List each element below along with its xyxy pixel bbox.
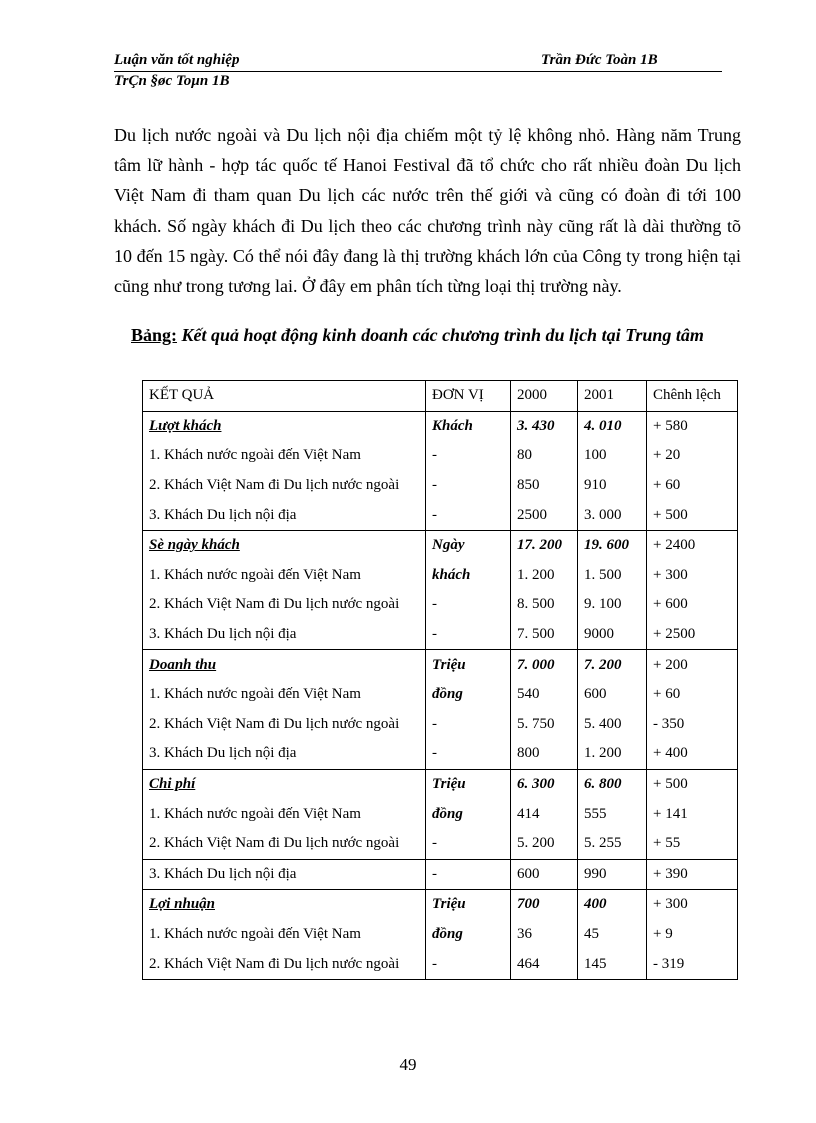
row-label: 3. Khách Du lịch nội địa (143, 739, 426, 769)
row-2001: 5. 255 (578, 829, 647, 859)
table-header-row (143, 381, 738, 412)
row-unit: - (426, 859, 511, 890)
row-2000: 80 (511, 441, 578, 471)
group-2001: 400 (578, 890, 647, 920)
row-label: 3. Khách Du lịch nội địa (143, 500, 426, 530)
row-2000: 8. 500 (511, 590, 578, 620)
row-2001: 145 (578, 949, 647, 979)
row-2000: 5. 750 (511, 710, 578, 740)
header-cell-result: KẾT QUẢ (143, 381, 426, 412)
row-2001: 9000 (578, 620, 647, 650)
table-row (143, 471, 738, 501)
row-2000: 850 (511, 471, 578, 501)
row-label: 1. Khách nước ngoài đến Việt Nam (143, 920, 426, 950)
group-title: Lượt khách (143, 411, 426, 441)
row-unit: đồng (426, 799, 511, 829)
group-diff: + 580 (647, 411, 738, 441)
row-2001: 1. 500 (578, 561, 647, 591)
group-title: Sè ngày khách (143, 530, 426, 560)
row-diff: + 60 (647, 471, 738, 501)
row-2000: 2500 (511, 500, 578, 530)
caption-text: Kết quả hoạt động kinh doanh các chương trình du lịch tại Trung tâm (177, 325, 704, 345)
row-label: 2. Khách Việt Nam đi Du lịch nước ngoài (143, 949, 426, 979)
row-diff: + 141 (647, 799, 738, 829)
table-row (143, 799, 738, 829)
group-title: Doanh thu (143, 650, 426, 680)
row-2000: 464 (511, 949, 578, 979)
row-2001: 1. 200 (578, 739, 647, 769)
row-label: 2. Khách Việt Nam đi Du lịch nước ngoài (143, 829, 426, 859)
row-2001: 9. 100 (578, 590, 647, 620)
row-diff: - 319 (647, 949, 738, 979)
row-label: 3. Khách Du lịch nội địa (143, 859, 426, 890)
group-unit: Triệu (426, 769, 511, 799)
row-2001: 910 (578, 471, 647, 501)
table-row (143, 920, 738, 950)
table-row (143, 500, 738, 530)
group-diff: + 500 (647, 769, 738, 799)
row-unit: - (426, 500, 511, 530)
header-cell-2001: 2001 (578, 381, 647, 412)
results-table (142, 380, 738, 980)
row-diff: + 2500 (647, 620, 738, 650)
row-unit: - (426, 471, 511, 501)
table-row (143, 620, 738, 650)
row-unit: - (426, 949, 511, 979)
row-diff: + 600 (647, 590, 738, 620)
group-2000: 3. 430 (511, 411, 578, 441)
header-cell-diff: Chênh lệch (647, 381, 738, 412)
row-diff: + 9 (647, 920, 738, 950)
group-unit: Triệu (426, 650, 511, 680)
row-label: 1. Khách nước ngoài đến Việt Nam (143, 441, 426, 471)
group-2001: 19. 600 (578, 530, 647, 560)
group-2000: 6. 300 (511, 769, 578, 799)
row-2000: 800 (511, 739, 578, 769)
group-row-doanh-thu (143, 650, 738, 680)
group-title: Chi phí (143, 769, 426, 799)
row-label: 2. Khách Việt Nam đi Du lịch nước ngoài (143, 590, 426, 620)
group-row-so-ngay-khach (143, 530, 738, 560)
group-title: Lợi nhuận (143, 890, 426, 920)
row-unit: đồng (426, 680, 511, 710)
table-row (143, 561, 738, 591)
row-2000: 600 (511, 859, 578, 890)
group-unit: Khách (426, 411, 511, 441)
row-2001: 100 (578, 441, 647, 471)
row-2000: 540 (511, 680, 578, 710)
row-2001: 3. 000 (578, 500, 647, 530)
row-2000: 414 (511, 799, 578, 829)
row-2001: 5. 400 (578, 710, 647, 740)
row-diff: + 20 (647, 441, 738, 471)
header-cell-unit: ĐƠN VỊ (426, 381, 511, 412)
row-unit: - (426, 710, 511, 740)
row-2001: 555 (578, 799, 647, 829)
row-unit: - (426, 441, 511, 471)
row-2000: 5. 200 (511, 829, 578, 859)
row-unit: khách (426, 561, 511, 591)
row-label: 3. Khách Du lịch nội địa (143, 620, 426, 650)
group-diff: + 300 (647, 890, 738, 920)
table-row (143, 441, 738, 471)
row-label: 2. Khách Việt Nam đi Du lịch nước ngoài (143, 710, 426, 740)
table-caption (131, 325, 704, 346)
row-diff: + 55 (647, 829, 738, 859)
header-author-right: Trần Đức Toàn 1B (541, 52, 658, 68)
group-2000: 17. 200 (511, 530, 578, 560)
row-2000: 1. 200 (511, 561, 578, 591)
group-unit: Triệu (426, 890, 511, 920)
page-number: 49 (399, 1055, 417, 1074)
row-2000: 36 (511, 920, 578, 950)
row-unit: - (426, 620, 511, 650)
row-2001: 990 (578, 859, 647, 890)
row-unit: đồng (426, 920, 511, 950)
row-label: 1. Khách nước ngoài đến Việt Nam (143, 799, 426, 829)
group-row-loi-nhuan (143, 890, 738, 920)
table-row (143, 829, 738, 859)
table-row (143, 949, 738, 979)
row-diff: - 350 (647, 710, 738, 740)
group-unit: Ngày (426, 530, 511, 560)
row-unit: - (426, 739, 511, 769)
row-label: 1. Khách nước ngoài đến Việt Nam (143, 680, 426, 710)
header-cell-2000: 2000 (511, 381, 578, 412)
header-garbled-author: TrÇn §øc Toµn 1B (114, 73, 230, 89)
table-row (143, 710, 738, 740)
table-row (143, 739, 738, 769)
header-rule (114, 71, 722, 72)
group-2000: 700 (511, 890, 578, 920)
row-2001: 600 (578, 680, 647, 710)
header-title-left: Luận văn tốt nghiệp (114, 52, 240, 68)
table-row (143, 680, 738, 710)
group-2000: 7. 000 (511, 650, 578, 680)
caption-label: Bảng: (131, 325, 178, 345)
row-label: 2. Khách Việt Nam đi Du lịch nước ngoài (143, 471, 426, 501)
group-2001: 4. 010 (578, 411, 647, 441)
row-2001: 45 (578, 920, 647, 950)
table-row (143, 859, 738, 890)
row-label: 1. Khách nước ngoài đến Việt Nam (143, 561, 426, 591)
body-paragraph: Du lịch nước ngoài và Du lịch nội địa chiếm một tỷ lệ không nhỏ. Hàng năm Trung tâm lữ hành - hợp tác quốc tế Hanoi Festival đã tổ chức cho rất nhiều đoàn Du lịch Việt Nam đi tham quan Du lịch các nước trên thế giới và cũng có đoàn đi tới 100 khách. Số ngày khách đi Du lịch theo các chương trình này cũng rất là dài thường tõ 10 đến 15 ngày. Có thể nói đây đang là thị trường khách lớn của Công ty trong hiện tại cũng như trong tương lai. Ở đây em phân tích từng loại thị trường này. (114, 125, 741, 297)
group-diff: + 2400 (647, 530, 738, 560)
row-diff: + 300 (647, 561, 738, 591)
row-unit: - (426, 829, 511, 859)
row-diff: + 60 (647, 680, 738, 710)
table-row (143, 590, 738, 620)
group-row-luot-khach (143, 411, 738, 441)
row-diff: + 390 (647, 859, 738, 890)
row-diff: + 500 (647, 500, 738, 530)
row-2000: 7. 500 (511, 620, 578, 650)
row-unit: - (426, 590, 511, 620)
row-diff: + 400 (647, 739, 738, 769)
group-row-chi-phi (143, 769, 738, 799)
group-2001: 7. 200 (578, 650, 647, 680)
group-2001: 6. 800 (578, 769, 647, 799)
group-diff: + 200 (647, 650, 738, 680)
